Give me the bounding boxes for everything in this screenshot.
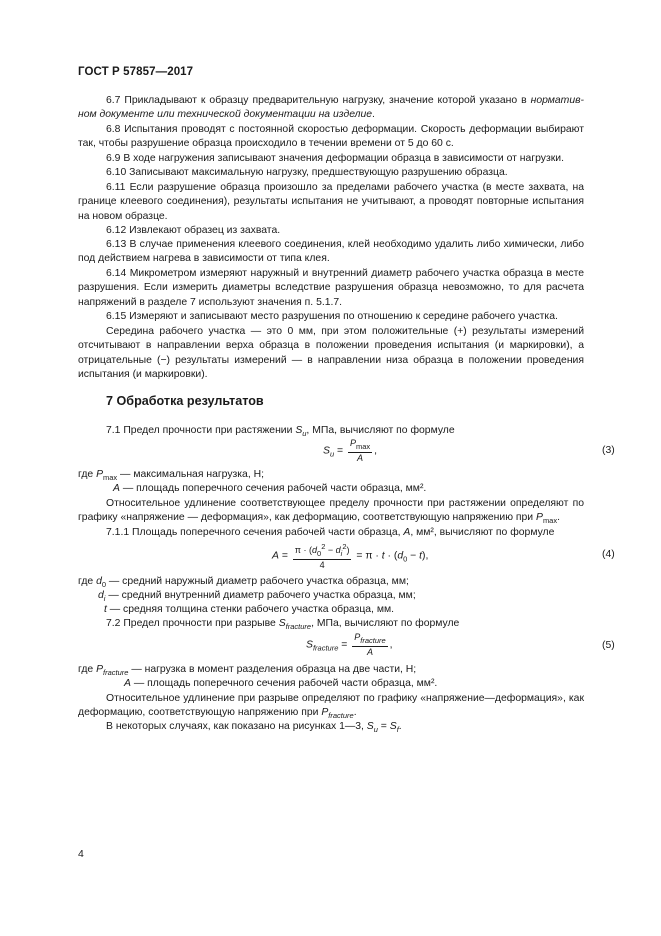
paragraph-some-cases: В некоторых случаях, как показано на рисунках 1—3, $S_u = S_f$. <box>106 721 402 735</box>
equation-4: A = $\frac{\pi \cdot (d_0^2 - d_i^2)}{4}$ = $\pi \cdot t \cdot (d_0 - t)$, <box>272 542 429 570</box>
equation-3: $S_u$ = $\frac{P_{max}}{A}$ , <box>323 438 378 463</box>
where-A: A — площадь поперечного сечения рабочей части образца, мм². <box>113 483 427 494</box>
paragraph-6-14: 6.14 Микрометром измеряют наружный и внутренний диаметр рабочего участка образца в месте разрушения. Если измерить диаметры вследствие разрушения образца невозможно, то для расчета напряжений в разделе 7 используют значения п. 5.1.7. <box>78 268 584 308</box>
paragraph-6-10: 6.10 Записывают максимальную нагрузку, предшествующую разрушению образца. <box>106 167 508 178</box>
equation-5: $S_{fracture}$ = $\frac{P_{fracture}}{A}$ , <box>306 632 393 657</box>
paragraph-6-12: 6.12 Извлекают образец из захвата. <box>106 225 281 236</box>
where-d0: где $d_0$ — средний наружный диаметр рабочего участка образца, мм; <box>78 576 409 590</box>
paragraph-6-11: 6.11 Если разрушение образца произошло за пределами рабочего участка (в месте захвата, на границе клеевого соединения), результаты испытания не учитывают, а проводят повторные испытания на новом образце. <box>78 182 584 222</box>
equation-4-number: (4) <box>602 549 615 560</box>
where-A-2: A — площадь поперечного сечения рабочей части образца, мм². <box>124 678 438 689</box>
paragraph-7-1-1: 7.1.1 Площадь поперечного сечения рабочей части образца, A, мм², вычисляют по формуле <box>106 527 555 538</box>
paragraph-6-7: 6.7 Прикладывают к образцу предварительную нагрузку, значение которой указано в нормативном документе или технической документации на изделие. <box>78 95 584 121</box>
page-number: 4 <box>78 849 84 860</box>
paragraph-6-8: 6.8 Испытания проводят с постоянной скоростью деформации. Скорость деформации выбирают так, чтобы разрушение образца происходило в течении времени от 5 до 60 с. <box>78 124 584 150</box>
paragraph-7-1: 7.1 Предел прочности при растяжении $S_u$, МПа, вычисляют по формуле <box>106 425 455 439</box>
paragraph-middle: Середина рабочего участка — это 0 мм, при этом положительные (+) результаты измерений отсчитывают в направлении верха образца в положении проведения испытания (и маркировки), а отрицательные (−) результаты измерений — в направлении низа образца в положении проведения испытания (и маркировки). <box>78 326 584 381</box>
paragraph-elongation-1: Относительное удлинение соответствующее пределу прочности при растяжении определяют по графику «напряжение — деформация», как деформацию, соответствующую напряжению при $P_{max}$. <box>78 498 584 526</box>
equation-3-number: (3) <box>602 445 615 456</box>
equation-5-number: (5) <box>602 640 615 651</box>
where-di: $d_i$ — средний внутренний диаметр рабочего участка образца, мм; <box>98 590 416 604</box>
where-pfracture: где $P_{fracture}$ — нагрузка в момент разделения образца на две части, Н; <box>78 664 417 678</box>
paragraph-7-2: 7.2 Предел прочности при разрыве $S_{fracture}$, МПа, вычисляют по формуле <box>106 618 460 632</box>
paragraph-6-13: 6.13 В случае применения клеевого соединения, клей необходимо удалить либо химически, либо под действием нагрева в зависимости от типа клея. <box>78 239 584 265</box>
where-pmax: где $P_{max}$ — максимальная нагрузка, Н; <box>78 469 264 483</box>
paragraph-elongation-2: Относительное удлинение при разрыве определяют по графику «напряжение—деформация», как деформацию, соответствующую напряжению при $P_{fracture}$. <box>78 693 584 721</box>
where-t: t — средняя толщина стенки рабочего участка образца, мм. <box>104 604 394 615</box>
document-header: ГОСТ Р 57857—2017 <box>78 66 194 78</box>
section-7-heading: 7 Обработка результатов <box>106 394 264 408</box>
paragraph-6-15: 6.15 Измеряют и записывают место разрушения по отношению к середине рабочего участка. <box>106 311 558 322</box>
paragraph-6-9: 6.9 В ходе нагружения записывают значения деформации образца в зависимости от нагрузки. <box>106 153 564 164</box>
